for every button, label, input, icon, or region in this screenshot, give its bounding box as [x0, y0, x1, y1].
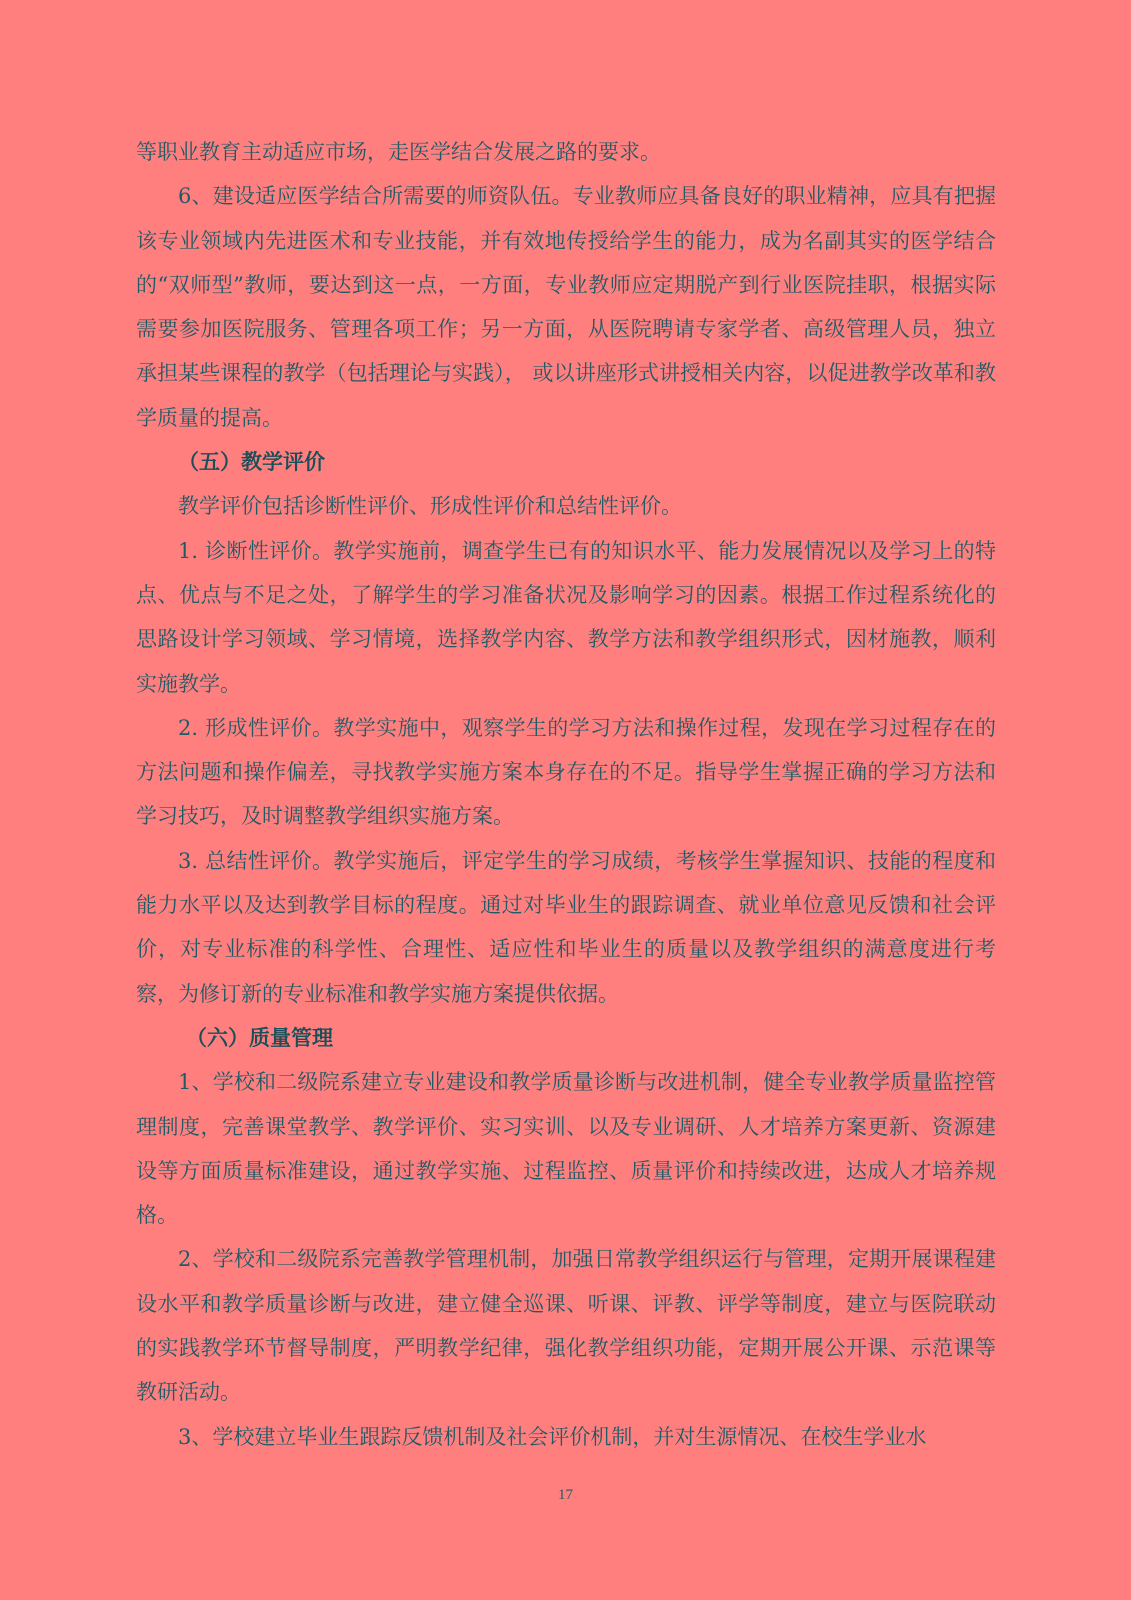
paragraph-market-adaptation: 等职业教育主动适应市场，走医学结合发展之路的要求。: [136, 140, 661, 164]
page-body: [136, 130, 996, 1459]
page-number: 17: [558, 1487, 573, 1503]
paragraph-summative-evaluation: 3. 总结性评价。教学实施后，评定学生的学习成绩，考核学生掌握知识、技能的程度和能力水平以及达到教学目标的程度。通过对毕业生的跟踪调查、就业单位意见反馈和社会评价，对专业标准的科学性、合理性、适应性和毕业生的质量以及教学组织的满意度进行考察，为修订新的专业标准和教学实施方案提供依据。: [136, 848, 996, 1006]
section-heading-teaching-evaluation: （五）教学评价: [178, 449, 325, 475]
paragraph-quality-item-2: 2、学校和二级院系完善教学管理机制，加强日常教学组织运行与管理，定期开展课程建设水平和教学质量诊断与改进，建立健全巡课、听课、评教、评学等制度，建立与医院联动的实践教学环节督导制度，严明教学纪律，强化教学组织功能，定期开展公开课、示范课等教研活动。: [136, 1247, 996, 1405]
paragraph-teacher-team: 6、建设适应医学结合所需要的师资队伍。专业教师应具备良好的职业精神，应具有把握该专业领域内先进医术和专业技能，并有效地传授给学生的能力，成为名副其实的医学结合的“双师型”教师，要达到这一点，一方面，专业教师应定期脱产到行业医院挂职，根据实际需要参加医院服务、管理各项工作；另一方面，从医院聘请专家学者、高级管理人员，独立承担某些课程的教学（包括理论与实践）， 或以讲座形式讲授相关内容，以促进教学改革和教学质量的提高。: [136, 184, 996, 430]
section-heading-quality-management: （六）质量管理: [186, 1024, 333, 1050]
paragraph-quality-item-3: 3、学校建立毕业生跟踪反馈机制及社会评价机制，并对生源情况、在校生学业水: [178, 1424, 927, 1449]
paragraph-diagnostic-evaluation: 1. 诊断性评价。教学实施前，调查学生已有的知识水平、能力发展情况以及学习上的特点、优点与不足之处，了解学生的学习准备状况及影响学习的因素。根据工作过程系统化的思路设计学习领域、学习情境，选择教学内容、教学方法和教学组织形式，因材施教，顺利实施教学。: [136, 538, 996, 696]
paragraph-evaluation-intro: 教学评价包括诊断性评价、形成性评价和总结性评价。: [178, 494, 682, 519]
paragraph-quality-item-1: 1、学校和二级院系建立专业建设和教学质量诊断与改进机制，健全专业教学质量监控管理制度，完善课堂教学、教学评价、实习实训、以及专业调研、人才培养方案更新、资源建设等方面质量标准建设，通过教学实施、过程监控、质量评价和持续改进，达成人才培养规格。: [136, 1070, 996, 1228]
paragraph-formative-evaluation: 2. 形成性评价。教学实施中，观察学生的学习方法和操作过程，发现在学习过程存在的方法问题和操作偏差，寻找教学实施方案本身存在的不足。指导学生掌握正确的学习方法和学习技巧，及时调整教学组织实施方案。: [136, 715, 996, 829]
